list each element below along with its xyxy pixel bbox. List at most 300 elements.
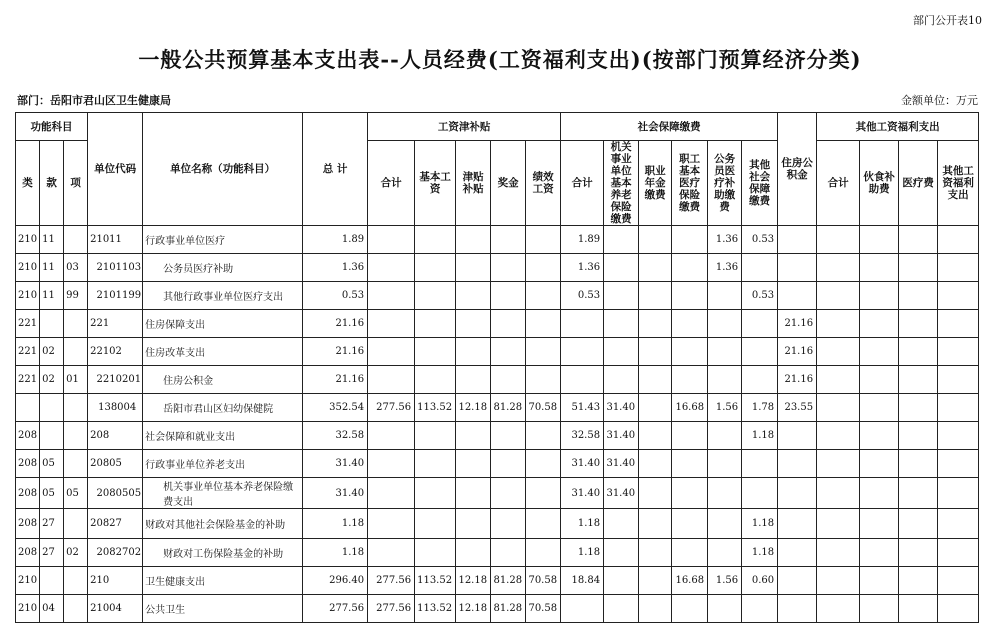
cell-other-sum [817,310,860,338]
cell-perf-wage [526,478,561,509]
cell-basic-wage [415,282,456,310]
cell-civil-medical [708,595,742,623]
cell-housing [778,450,817,478]
cell-code: 2210201 [88,366,143,394]
cell-meal [860,254,899,282]
cell-xiang [64,422,88,450]
cell-pension [604,226,639,254]
cell-code: 208 [88,422,143,450]
cell-perf-wage [526,509,561,539]
cell-annuity [639,595,672,623]
cell-medical-fee [899,254,938,282]
cell-medical-fee [899,394,938,422]
cell-pension: 31.40 [604,422,639,450]
cell-medical [672,254,708,282]
cell-civil-medical [708,450,742,478]
cell-name: 岳阳市君山区妇幼保健院 [143,394,303,422]
cell-wage-sum [368,450,415,478]
cell-allowance [456,366,491,394]
cell-other-sum [817,254,860,282]
cell-medical-fee [899,478,938,509]
cell-other-social: 0.53 [742,282,778,310]
cell-other-wage [938,338,979,366]
cell-civil-medical [708,539,742,567]
cell-other-sum [817,478,860,509]
cell-bonus [491,509,526,539]
cell-perf-wage [526,226,561,254]
cell-annuity [639,394,672,422]
wage-sum-header: 合计 [368,141,415,226]
cell-other-sum [817,539,860,567]
cell-social-sum: 51.43 [561,394,604,422]
cell-total: 0.53 [303,282,368,310]
cell-medical-fee [899,422,938,450]
cell-basic-wage [415,509,456,539]
cell-other-social: 0.60 [742,567,778,595]
cell-allowance [456,450,491,478]
cell-pension [604,310,639,338]
cell-bonus: 81.28 [491,595,526,623]
table-row [16,226,979,254]
cell-allowance [456,539,491,567]
department-label: 部门：岳阳市君山区卫生健康局 [17,94,171,107]
cell-other-wage [938,282,979,310]
cell-total: 1.89 [303,226,368,254]
cell-annuity [639,509,672,539]
allowance-header: 津贴补贴 [456,141,491,226]
cell-basic-wage [415,422,456,450]
cell-code: 20827 [88,509,143,539]
table-row [16,338,979,366]
cell-code: 2080505 [88,478,143,509]
cell-annuity [639,422,672,450]
cell-other-social [742,450,778,478]
cell-total: 21.16 [303,310,368,338]
cell-lei: 208 [16,509,40,539]
cell-allowance [456,226,491,254]
cell-annuity [639,450,672,478]
cell-meal [860,282,899,310]
table-row [16,394,979,422]
cell-code: 20805 [88,450,143,478]
cell-bonus [491,310,526,338]
other-social-header: 其他社会保障缴费 [742,141,778,226]
cell-meal [860,338,899,366]
cell-civil-medical [708,366,742,394]
cell-name: 住房保障支出 [143,310,303,338]
other-group-header: 其他工资福利支出 [817,113,979,141]
cell-name: 行政事业单位医疗 [143,226,303,254]
cell-wage-sum [368,509,415,539]
cell-wage-sum: 277.56 [368,394,415,422]
cell-medical-fee [899,282,938,310]
cell-housing [778,595,817,623]
table-row [16,595,979,623]
cell-allowance [456,509,491,539]
cell-other-wage [938,422,979,450]
cell-basic-wage [415,226,456,254]
cell-medical-fee [899,338,938,366]
table-row [16,478,979,509]
cell-medical [672,282,708,310]
cell-annuity [639,539,672,567]
cell-other-wage [938,595,979,623]
cell-basic-wage [415,450,456,478]
cell-kuan: 04 [40,595,64,623]
cell-kuan [40,567,64,595]
cell-lei: 221 [16,366,40,394]
cell-medical [672,539,708,567]
table-row [16,539,979,567]
cell-other-social [742,338,778,366]
cell-medical [672,226,708,254]
cell-bonus [491,226,526,254]
cell-housing: 21.16 [778,366,817,394]
cell-housing: 21.16 [778,338,817,366]
cell-basic-wage: 113.52 [415,394,456,422]
cell-perf-wage [526,539,561,567]
cell-lei: 221 [16,338,40,366]
cell-other-wage [938,450,979,478]
other-sum-header: 合计 [817,141,860,226]
cell-meal [860,567,899,595]
cell-xiang: 05 [64,478,88,509]
cell-social-sum: 1.18 [561,539,604,567]
cell-other-wage [938,366,979,394]
cell-code: 221 [88,310,143,338]
cell-total: 31.40 [303,450,368,478]
cell-name: 公共卫生 [143,595,303,623]
perf-wage-header: 绩效工资 [526,141,561,226]
cell-pension [604,282,639,310]
cell-lei: 208 [16,539,40,567]
other-wage-header: 其他工资福利支出 [938,141,979,226]
cell-other-wage [938,509,979,539]
cell-meal [860,595,899,623]
cell-annuity [639,366,672,394]
cell-kuan: 02 [40,338,64,366]
cell-pension: 31.40 [604,394,639,422]
cell-medical-fee [899,310,938,338]
cell-medical-fee [899,226,938,254]
cell-code: 2082702 [88,539,143,567]
cell-basic-wage [415,366,456,394]
cell-name: 财政对工伤保险基金的补助 [143,539,303,567]
cell-total: 1.18 [303,509,368,539]
cell-medical-fee [899,366,938,394]
cell-social-sum [561,595,604,623]
cell-perf-wage [526,254,561,282]
cell-annuity [639,310,672,338]
func-subject-header: 功能科目 [16,113,88,141]
cell-other-wage [938,539,979,567]
cell-medical-fee [899,509,938,539]
cell-xiang [64,226,88,254]
cell-civil-medical [708,310,742,338]
cell-other-social [742,366,778,394]
cell-pension [604,509,639,539]
page-title: 一般公共预算基本支出表--人员经费(工资福利支出)(按部门预算经济分类) [138,47,862,72]
cell-perf-wage: 70.58 [526,567,561,595]
cell-lei: 210 [16,567,40,595]
cell-civil-medical: 1.36 [708,254,742,282]
cell-housing [778,567,817,595]
cell-lei: 210 [16,226,40,254]
housing-fund-header: 住房公积金 [778,113,817,226]
cell-code: 21011 [88,226,143,254]
cell-basic-wage [415,254,456,282]
cell-perf-wage [526,282,561,310]
cell-wage-sum [368,226,415,254]
table-row [16,366,979,394]
cell-perf-wage: 70.58 [526,394,561,422]
lei-header: 类 [16,141,40,226]
cell-xiang [64,509,88,539]
cell-civil-medical: 1.56 [708,394,742,422]
cell-pension: 31.40 [604,478,639,509]
cell-basic-wage [415,338,456,366]
cell-lei: 208 [16,422,40,450]
pension-header: 机关事业单位基本养老保险缴费 [604,141,639,226]
cell-pension [604,366,639,394]
cell-bonus: 81.28 [491,394,526,422]
cell-total: 31.40 [303,478,368,509]
cell-kuan: 11 [40,226,64,254]
cell-xiang: 02 [64,539,88,567]
cell-medical [672,509,708,539]
cell-meal [860,422,899,450]
cell-social-sum: 1.89 [561,226,604,254]
cell-wage-sum [368,338,415,366]
cell-housing [778,282,817,310]
cell-social-sum: 0.53 [561,282,604,310]
cell-total: 21.16 [303,366,368,394]
cell-bonus: 81.28 [491,567,526,595]
cell-other-wage [938,394,979,422]
cell-social-sum: 18.84 [561,567,604,595]
cell-total: 32.58 [303,422,368,450]
cell-bonus [491,338,526,366]
cell-meal [860,310,899,338]
cell-civil-medical: 1.56 [708,567,742,595]
table-row [16,310,979,338]
cell-social-sum: 1.36 [561,254,604,282]
amount-unit-label: 金额单位：万元 [901,94,978,107]
cell-basic-wage: 113.52 [415,595,456,623]
civil-medical-header: 公务员医疗补助缴费 [708,141,742,226]
cell-allowance [456,478,491,509]
cell-pension [604,595,639,623]
cell-medical [672,478,708,509]
cell-other-social [742,254,778,282]
cell-annuity [639,478,672,509]
table-number-label: 部门公开表10 [913,14,982,27]
cell-name: 机关事业单位基本养老保险缴费支出 [143,478,303,509]
cell-name: 卫生健康支出 [143,567,303,595]
cell-other-social: 1.78 [742,394,778,422]
cell-other-social [742,478,778,509]
cell-meal [860,366,899,394]
table-row [16,509,979,539]
cell-medical [672,310,708,338]
cell-pension [604,567,639,595]
cell-allowance [456,422,491,450]
cell-social-sum: 1.18 [561,509,604,539]
cell-kuan: 11 [40,254,64,282]
unit-code-header: 单位代码 [88,113,143,226]
cell-kuan: 05 [40,478,64,509]
cell-wage-sum [368,310,415,338]
budget-table [15,112,979,623]
cell-annuity [639,338,672,366]
cell-other-wage [938,310,979,338]
cell-basic-wage [415,478,456,509]
cell-total: 296.40 [303,567,368,595]
cell-meal [860,226,899,254]
medical-fee-header: 医疗费 [899,141,938,226]
cell-civil-medical: 1.36 [708,226,742,254]
cell-social-sum: 31.40 [561,450,604,478]
cell-kuan [40,422,64,450]
cell-housing: 21.16 [778,310,817,338]
cell-wage-sum [368,282,415,310]
cell-other-social: 1.18 [742,539,778,567]
cell-medical [672,366,708,394]
table-row [16,422,979,450]
cell-other-wage [938,254,979,282]
cell-wage-sum [368,366,415,394]
cell-pension [604,254,639,282]
cell-meal [860,509,899,539]
cell-other-sum [817,226,860,254]
cell-annuity [639,226,672,254]
table-row [16,254,979,282]
cell-code: 2101199 [88,282,143,310]
cell-xiang: 03 [64,254,88,282]
cell-other-wage [938,226,979,254]
cell-housing: 23.55 [778,394,817,422]
cell-name: 公务员医疗补助 [143,254,303,282]
cell-name: 住房改革支出 [143,338,303,366]
cell-code: 22102 [88,338,143,366]
cell-other-social: 1.18 [742,509,778,539]
cell-medical-fee [899,595,938,623]
cell-bonus [491,254,526,282]
cell-other-social: 1.18 [742,422,778,450]
cell-housing [778,254,817,282]
cell-bonus [491,478,526,509]
cell-name: 财政对其他社会保险基金的补助 [143,509,303,539]
cell-pension [604,539,639,567]
cell-social-sum [561,338,604,366]
cell-code: 138004 [88,394,143,422]
cell-allowance [456,338,491,366]
cell-meal [860,394,899,422]
cell-other-sum [817,422,860,450]
cell-lei: 210 [16,595,40,623]
xiang-header: 项 [64,141,88,226]
cell-bonus [491,366,526,394]
meal-header: 伙食补助费 [860,141,899,226]
cell-medical [672,450,708,478]
table-row [16,450,979,478]
cell-name: 社会保障和就业支出 [143,422,303,450]
cell-lei [16,394,40,422]
cell-other-sum [817,567,860,595]
cell-civil-medical [708,338,742,366]
table-row [16,282,979,310]
cell-medical-fee [899,567,938,595]
cell-housing [778,509,817,539]
cell-xiang [64,310,88,338]
cell-social-sum: 31.40 [561,478,604,509]
cell-allowance: 12.18 [456,567,491,595]
bonus-header: 奖金 [491,141,526,226]
cell-bonus [491,450,526,478]
cell-name: 其他行政事业单位医疗支出 [143,282,303,310]
cell-housing [778,539,817,567]
cell-perf-wage [526,310,561,338]
total-header: 总 计 [303,113,368,226]
social-sum-header: 合计 [561,141,604,226]
cell-xiang: 99 [64,282,88,310]
cell-civil-medical [708,422,742,450]
cell-medical-fee [899,539,938,567]
cell-social-sum [561,310,604,338]
cell-civil-medical [708,478,742,509]
kuan-header: 款 [40,141,64,226]
cell-kuan [40,310,64,338]
cell-other-social [742,595,778,623]
cell-other-sum [817,509,860,539]
cell-xiang: 01 [64,366,88,394]
cell-name: 住房公积金 [143,366,303,394]
cell-wage-sum [368,422,415,450]
cell-other-sum [817,338,860,366]
cell-xiang [64,450,88,478]
cell-social-sum: 32.58 [561,422,604,450]
cell-xiang [64,595,88,623]
cell-lei: 210 [16,282,40,310]
cell-total: 1.36 [303,254,368,282]
cell-bonus [491,422,526,450]
cell-bonus [491,282,526,310]
cell-bonus [491,539,526,567]
cell-meal [860,450,899,478]
cell-kuan: 11 [40,282,64,310]
cell-pension: 31.40 [604,450,639,478]
cell-lei: 208 [16,450,40,478]
medical-header: 职工基本医疗保险缴费 [672,141,708,226]
cell-lei: 208 [16,478,40,509]
cell-kuan: 27 [40,509,64,539]
cell-pension [604,338,639,366]
cell-medical: 16.68 [672,567,708,595]
cell-wage-sum [368,254,415,282]
cell-annuity [639,282,672,310]
cell-basic-wage [415,539,456,567]
cell-wage-sum: 277.56 [368,567,415,595]
cell-total: 1.18 [303,539,368,567]
cell-meal [860,539,899,567]
cell-medical: 16.68 [672,394,708,422]
cell-annuity [639,254,672,282]
cell-kuan: 02 [40,366,64,394]
annuity-header: 职业年金缴费 [639,141,672,226]
cell-annuity [639,567,672,595]
cell-allowance [456,254,491,282]
cell-basic-wage [415,310,456,338]
